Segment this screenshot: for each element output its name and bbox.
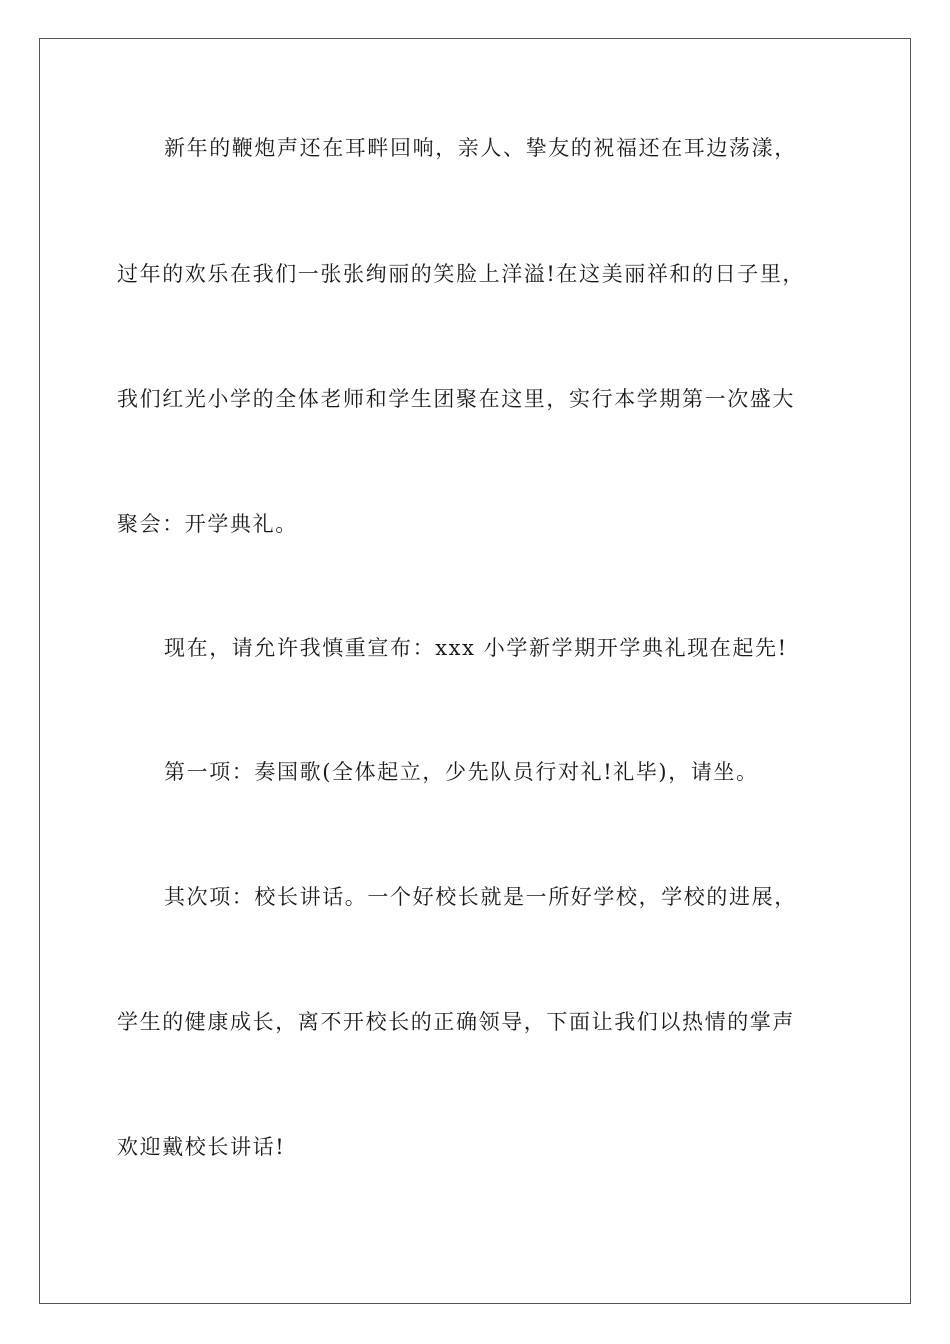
- paragraph-3-line-1: 第一项：奏国歌(全体起立，少先队员行对礼!礼毕)，请坐。: [164, 760, 759, 784]
- paragraph-2-line-1: 现在，请允许我慎重宣布：xxx 小学新学期开学典礼现在起先!: [164, 636, 788, 660]
- paragraph-4-line-2: 学生的健康成长，离不开校长的正确领导，下面让我们以热情的掌声: [117, 1010, 795, 1034]
- paragraph-1-line-4: 聚会：开学典礼。: [117, 512, 298, 536]
- paragraph-1-line-1: 新年的鞭炮声还在耳畔回响，亲人、挚友的祝福还在耳边荡漾，: [164, 136, 797, 160]
- page-border: [39, 38, 911, 1304]
- paragraph-1-line-2: 过年的欢乐在我们一张张绚丽的笑脸上洋溢!在这美丽祥和的日子里，: [117, 262, 806, 286]
- paragraph-1-line-3: 我们红光小学的全体老师和学生团聚在这里，实行本学期第一次盛大: [117, 387, 795, 411]
- paragraph-4-line-1: 其次项：校长讲话。一个好校长就是一所好学校，学校的进展，: [164, 885, 797, 909]
- paragraph-4-line-3: 欢迎戴校长讲话!: [117, 1135, 286, 1159]
